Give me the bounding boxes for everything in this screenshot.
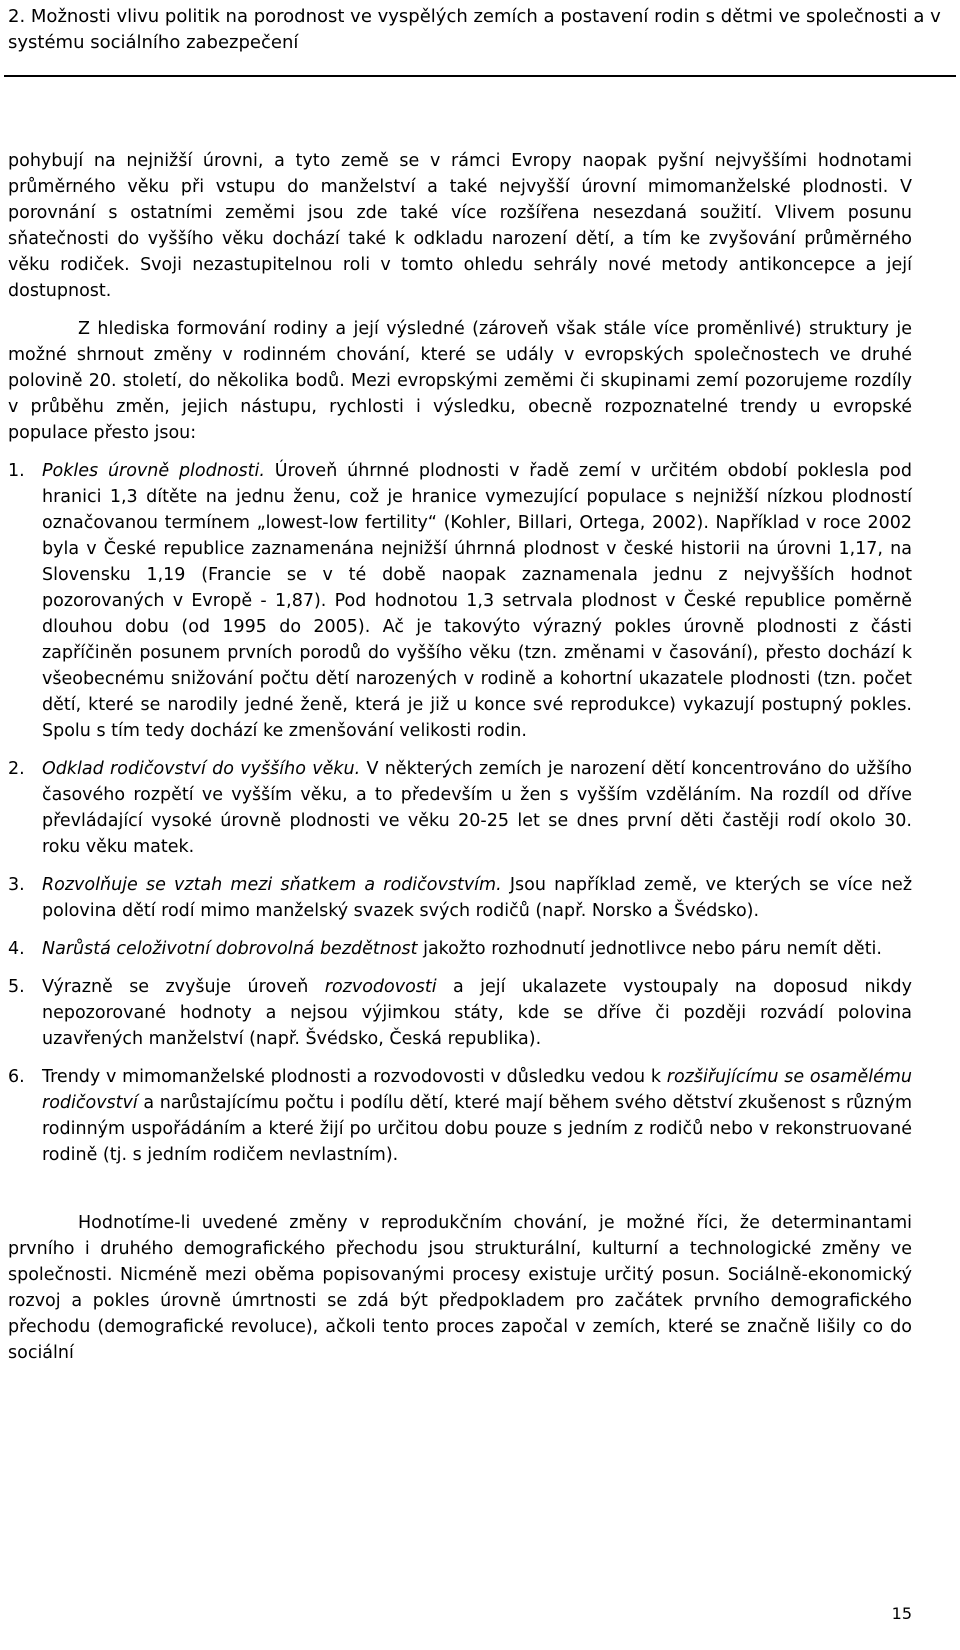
final-paragraph: Hodnotíme-li uvedené změny v reprodukčním chování, je možné říci, že determinantami prvního i druhého demografického přechodu jsou strukturální, kulturní a technologické změny ve společnosti. Nicméně mezi oběma popisovanými procesy existuje určitý posun. Sociálně-ekonomický rozvoj a pokles úrovně úmrtnosti se zdá být předpokladem pro začátek prvního demografického přechodu (demografické revoluce), ačkoli tento proces započal v zemích, které se značně lišily co do sociální: [8, 1213, 912, 1363]
list-item-number: 3.: [8, 875, 25, 895]
list-item-pre: Výrazně se zvyšuje úroveň: [42, 977, 325, 997]
list-item-number: 5.: [8, 977, 25, 997]
running-header-title: 2. Možnosti vlivu politik na porodnost ve vyspělých zemích a postavení rodin s dětmi ve společnosti a v systému sociálního zabezpečení: [8, 6, 941, 53]
list-item-text: Jsou například země, ve kterých se více než polovina dětí rodí mimo manželský svazek svých rodičů (např. Norsko a Švédsko).: [42, 875, 913, 921]
intro-paragraph: pohybují na nejnižší úrovni, a tyto země se v rámci Evropy naopak pyšní nejvyššími hodnotami průměrného věku při vstupu do manželství a také nejvyšší úrovní mimomanželské plodnosti. V porovnání s ostatními zeměmi jsou zde také více rozšířena nesezdaná soužití. Vlivem posunu sňatečnosti do vyššího věku dochází také k odkladu narození dětí, a tím ke zvyšování průměrného věku rodiček. Svoji nezastupitelnou roli v tomto ohledu sehrály nové metody antikoncepce a její dostupnost.: [8, 151, 912, 301]
list-item-lead: Pokles úrovně plodnosti.: [42, 461, 265, 481]
trend-list: [8, 458, 912, 1168]
list-item: [8, 756, 912, 860]
list-item: [8, 872, 912, 924]
page-number: 15: [891, 1604, 912, 1623]
list-item-lead: Narůstá celoživotní dobrovolná bezdětnost: [42, 939, 418, 959]
list-item: [8, 458, 912, 744]
page-body: [8, 148, 912, 1366]
list-item-text: V některých zemích je narození dětí koncentrováno do užšího časového rozpětí ve vyšším věku, a to především u žen s vyšším vzděláním. Na rozdíl od dříve převládající vysoké úrovně plodnosti ve věku 20-25 let se dnes první děti častěji rodí okolo 30. roku věku matek.: [42, 759, 912, 857]
list-item-italic: rozšiřujícímu se osamělému rodičovství: [42, 1067, 912, 1113]
header-divider: [4, 75, 956, 77]
list-item-number: 2.: [8, 759, 25, 779]
list-item-number: 4.: [8, 939, 25, 959]
list-item: [8, 974, 912, 1052]
list-item-lead: Rozvolňuje se vztah mezi sňatkem a rodičovstvím.: [42, 875, 502, 895]
main-paragraph: Z hlediska formování rodiny a její výsledné (zároveň však stále více proměnlivé) struktury je možné shrnout změny v rodinném chování, které se udály v evropských společnostech ve druhé polovině 20. století, do několika bodů. Mezi evropskými zeměmi či skupinami zemí pozorujeme rozdíly v průběhu změn, jejich nástupu, rychlosti i výsledku, obecně rozpoznatelné trendy u evropské populace přesto jsou:: [8, 319, 912, 443]
running-header: [8, 4, 952, 56]
list-item-pre: Trendy v mimomanželské plodnosti a rozvodovosti v důsledku vedou k: [42, 1067, 667, 1087]
list-item-italic: rozvodovosti: [324, 977, 437, 997]
list-item-text: a narůstajícímu počtu i podílu dětí, které mají během svého dětství zkušenost s různým rodinným uspořádáním a které žijí po určitou dobu pouze s jedním z rodičů nebo v rekonstruované rodině (tj. s jedním rodičem nevlastním).: [42, 1093, 912, 1165]
list-item: [8, 1064, 912, 1168]
list-item-number: 1.: [8, 461, 25, 481]
list-item: [8, 936, 912, 962]
list-item-text: Úroveň úhrnné plodnosti v řadě zemí v určitém období poklesla pod hranici 1,3 dítěte na jednu ženu, což je hranice vymezující populace s nejnižší nízkou plodností označovanou termínem „lowest-low fertility“ (Kohler, Billari, Ortega, 2002). Například v roce 2002 byla v České republice zaznamenána nejnižší úhrnná plodnost v české historii na úrovni 1,17, na Slovensku 1,19 (Francie se v té době naopak zaznamenala jednu z nejvyšších hodnot pozorovaných v Evropě - 1,87). Pod hodnotou 1,3 setrvala plodnost v České republice poměrně dlouhou dobu (od 1995 do 2005). Ač je takovýto výrazný pokles úrovně plodnosti z části zapříčiněn posunem prvních porodů do vyššího věku (tzn. změnami v časování), přesto dochází k všeobecnému snižování počtu dětí narozených v rodině a kohortní ukazatele plodnosti (tzn. počet dětí, které se narodily jedné ženě, která je již u konce své reprodukce) vykazují postupný pokles. Spolu s tím tedy dochází ke zmenšování velikosti rodin.: [42, 461, 912, 741]
list-item-number: 6.: [8, 1067, 25, 1087]
list-item-text: a její ukalazete vystoupaly na doposud nikdy nepozorované hodnoty a nejsou výjimkou státy, kde se dříve či později rozvádí polovina uzavřených manželství (např. Švédsko, Česká republika).: [42, 977, 912, 1049]
list-item-lead: Odklad rodičovství do vyššího věku.: [42, 759, 361, 779]
list-item-text: jakožto rozhodnutí jednotlivce nebo páru nemít děti.: [417, 939, 882, 959]
